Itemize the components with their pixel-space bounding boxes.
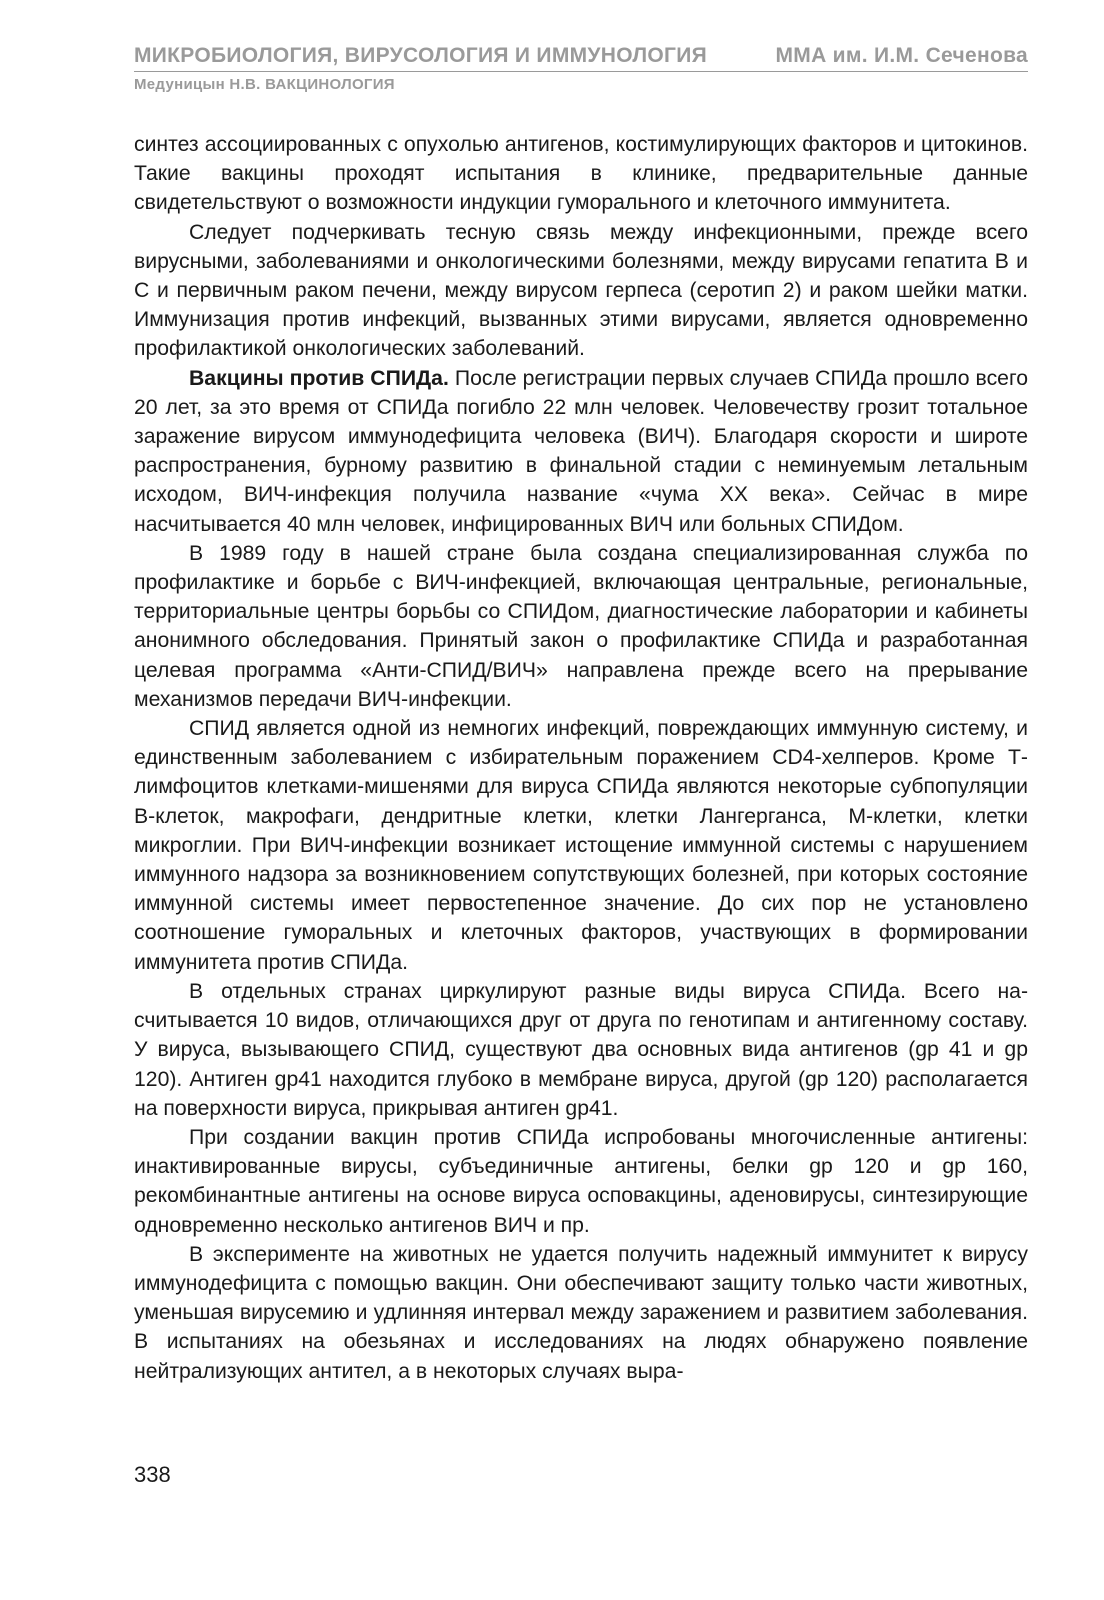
paragraph-text: Следует подчеркивать тесную связь между инфекционными, прежде всего вирусными, заболеваниями и онкологическими болезнями, между вирусами гепатита В и С и первичным раком печени, между вирусом герпеса (серотип 2) и раком шейки матки. Иммунизация против инфекций, вызванных этими вирусами, является одновременно профилактикой онкологических заболеваний. [134, 220, 1028, 361]
paragraph-text: В эксперименте на животных не удается получить надежный иммунитет к вирусу иммунодефицита с помощью вакцин. Они обеспечивают защиту только части животных, уменьшая вирусемию и удлинняя интервал между заражением и развитием заболевания. В испытаниях на обезьянах и исследованиях на людях обнаружено появление нейтрализующих антител, а в некоторых случаях выра- [134, 1242, 1028, 1383]
paragraph [134, 539, 1028, 714]
paragraph [134, 977, 1028, 1123]
paragraph-text: В отдельных странах циркулируют разные виды вируса СПИДа. Всего насчитывается 10 видов, отличающихся друг от друга по генотипам и антигенному составу. У вируса, вызывающего СПИД, существуют два основных вида антигенов (gp 41 и gp 120). Антиген gp41 находится глубоко в мембране вируса, другой (gp 120) располагается на поверхности вируса, прикрывая антиген gp41. [134, 979, 1028, 1120]
running-head [134, 44, 1028, 93]
paragraph [134, 714, 1028, 977]
page-number: 338 [134, 1462, 171, 1487]
paragraph [134, 364, 1028, 539]
header-rule [134, 71, 1028, 72]
author-chapter: Медуницын Н.В. ВАКЦИНОЛОГИЯ [134, 76, 395, 93]
paragraph-text: При создании вакцин против СПИДа испробованы многочисленные антигены: инактивированные вирусы, субъединичные антигены, белки gp 120 и gp 160, рекомбинантные антигены на основе вируса осповакцины, аденовирусы, синтезирующие одновременно несколько антигенов ВИЧ и пр. [134, 1125, 1028, 1237]
paragraph-text: СПИД является одной из немногих инфекций, повреждающих иммунную систему, и единственным заболеванием с избирательным поражением CD4-хелперов. Кроме Т-лимфоцитов клетками-мишенями для вируса СПИДа являются некоторые субпопуляции В-клеток, макрофаги, дендритные клетки, клетки Лангерганса, М-клетки, клетки микроглии. При ВИЧ-инфекции возникает истощение иммунной системы с нарушением иммунного надзора за возникновением сопутствующих болезней, при которых состояние иммунной системы имеет первостепенное значение. До сих пор не установлено соотношение гуморальных и клеточных факторов, участвующих в формировании иммунитета против СПИДа. [134, 717, 1028, 974]
series-title: МИКРОБИОЛОГИЯ, ВИРУСОЛОГИЯ И ИММУНОЛОГИЯ [134, 44, 708, 67]
paragraph [134, 1123, 1028, 1240]
running-head-top-line [134, 44, 1028, 68]
institution-name: ММА им. И.М. Сеченова [775, 44, 1028, 67]
paragraph-text: После регистрации первых случаев СПИДа прошло всего 20 лет, за это время от СПИДа погибло 22 млн человек. Человечеству грозит тотальное заражение вирусом иммунодефицита человека (ВИЧ). Благодаря скорости и широте распространения, бурному развитию в финальной стадии с неминуемым летальным исходом, ВИЧ-инфекция получила название «чума XX века». Сейчас в мире насчитывается 40 млн человек, инфицированных ВИЧ или больных СПИДом. [134, 366, 1028, 536]
paragraph-text: синтез ассоциированных с опухолью антигенов, костимулирующих факторов и цитокинов. Такие вакцины проходят испытания в клинике, предварительные данные свидетельствуют о возможности индукции гуморального и клеточного иммунитета. [134, 133, 1028, 215]
body-text [134, 130, 1028, 1386]
paragraph-text: В 1989 году в нашей стране была создана специализированная служба по профилактике и борьбе с ВИЧ-инфекцией, включающая центральные, региональные, территориальные центры борьбы со СПИДом, диагностические лаборатории и кабинеты анонимного обследования. Принятый закон о профилактике СПИДа и разработанная целевая программа «Анти-СПИД/ВИЧ» направлена прежде всего на прерывание механизмов передачи ВИЧ-инфекции. [134, 541, 1028, 711]
section-lead-heading: Вакцины против СПИДа. [189, 366, 449, 390]
paragraph [134, 130, 1028, 218]
paragraph [134, 218, 1028, 364]
paragraph [134, 1240, 1028, 1386]
